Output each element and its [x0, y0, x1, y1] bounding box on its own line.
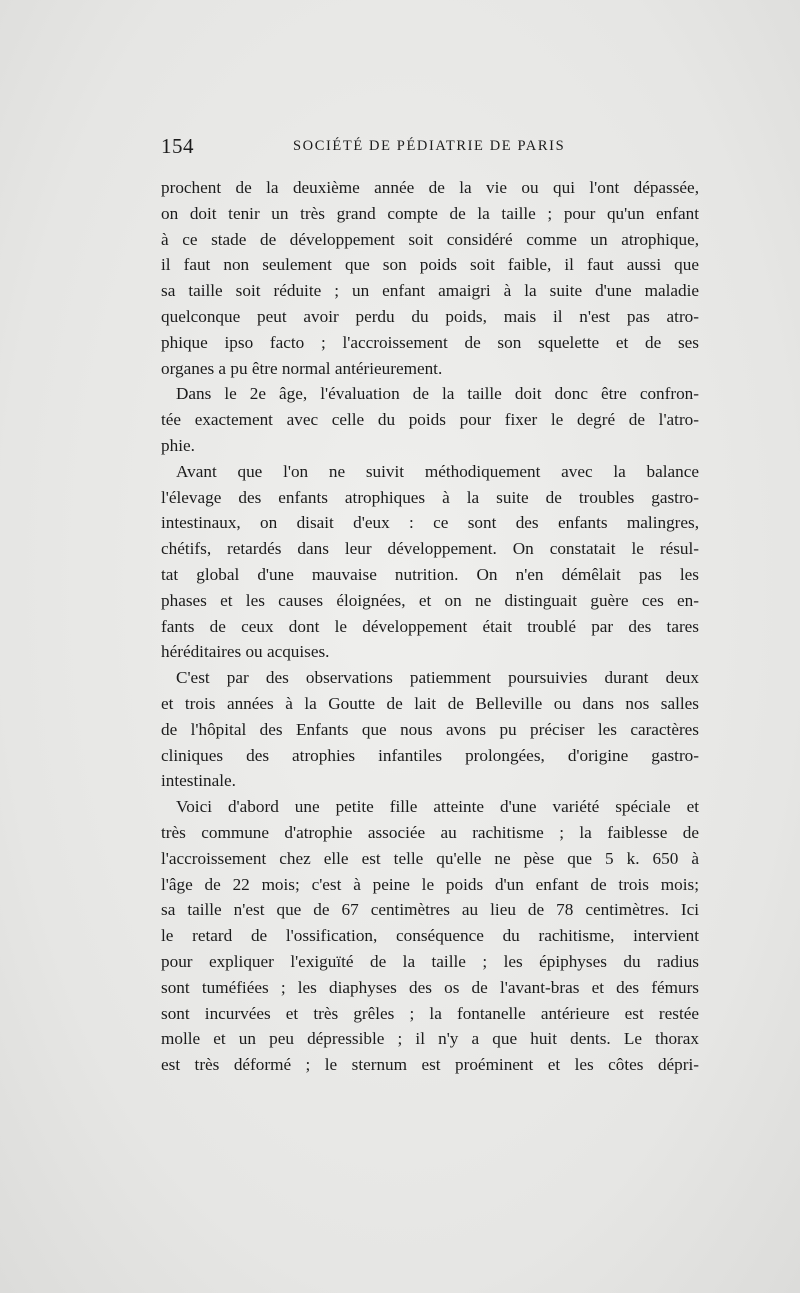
running-title: SOCIÉTÉ DE PÉDIATRIE DE PARIS	[293, 138, 566, 154]
paragraph-4	[161, 665, 699, 794]
text-line: tat global d'une mauvaise nutrition. On n'en démêlait pas les	[161, 564, 699, 584]
paragraph-2	[161, 381, 699, 458]
paragraph-3	[161, 459, 699, 665]
text-line: très commune d'atrophie associée au rachitisme ; la faiblesse de	[161, 822, 699, 842]
text-line: l'accroissement chez elle est telle qu'elle ne pèse que 5 k. 650 à	[161, 848, 699, 868]
text-line: prochent de la deuxième année de la vie ou qui l'ont dépassée,	[161, 178, 699, 197]
text-line: est très déformé ; le sternum est proéminent et les côtes dépri-	[161, 1055, 699, 1075]
text-line: C'est par des observations patiemment poursuivies durant deux	[176, 668, 699, 688]
text-line: quelconque peut avoir perdu du poids, mais il n'est pas atro-	[161, 306, 699, 326]
text-line: et trois années à la Goutte de lait de Belleville ou dans nos salles	[161, 693, 699, 713]
text-line: sa taille n'est que de 67 centimètres au lieu de 78 centimètres. Ici	[161, 900, 699, 920]
text-line: héréditaires ou acquises.	[161, 642, 330, 662]
text-line: intestinaux, on disait d'eux : ce sont des enfants malingres,	[161, 513, 699, 533]
text-line: Dans le 2e âge, l'évaluation de la taille doit donc être confron-	[176, 384, 699, 404]
text-line: sont incurvées et très grêles ; la fontanelle antérieure est restée	[161, 1003, 699, 1023]
text-line: Avant que l'on ne suivit méthodiquement avec la balance	[176, 461, 699, 481]
text-line: phases et les causes éloignées, et on ne distinguait guère ces en-	[161, 590, 699, 610]
text-line: l'âge de 22 mois; c'est à peine le poids d'un enfant de trois mois;	[161, 874, 699, 894]
text-line: intestinale.	[161, 771, 236, 791]
text-line: phique ipso facto ; l'accroissement de son squelette et de ses	[161, 332, 699, 352]
text-line: tée exactement avec celle du poids pour fixer le degré de l'atro-	[161, 410, 699, 430]
text-line: chétifs, retardés dans leur développement. On constatait le résul-	[161, 539, 699, 559]
page-number: 154	[161, 134, 194, 158]
text-line: fants de ceux dont le développement était troublé par des tares	[161, 616, 699, 636]
text-line: cliniques des atrophies infantiles prolongées, d'origine gastro-	[161, 745, 699, 765]
text-line: molle et un peu dépressible ; il n'y a que huit dents. Le thorax	[161, 1029, 699, 1049]
paragraph-5	[161, 794, 699, 1078]
text-line: sa taille soit réduite ; un enfant amaigri à la suite d'une maladie	[161, 281, 699, 301]
text-line: il faut non seulement que son poids soit faible, il faut aussi que	[161, 255, 699, 275]
text-line: sont tuméfiées ; les diaphyses des os de l'avant-bras et des fémurs	[161, 977, 699, 997]
text-line: l'élevage des enfants atrophiques à la suite de troubles gastro-	[161, 487, 699, 507]
page-header	[161, 134, 699, 164]
body-text	[161, 175, 699, 1078]
text-line: Voici d'abord une petite fille atteinte d'une variété spéciale et	[176, 797, 699, 817]
text-line: de l'hôpital des Enfants que nous avons pu préciser les caractères	[161, 719, 699, 739]
text-line: on doit tenir un très grand compte de la taille ; pour qu'un enfant	[161, 203, 699, 223]
paragraph-1	[161, 175, 699, 381]
text-line: à ce stade de développement soit considéré comme un atrophique,	[161, 229, 699, 249]
text-line: le retard de l'ossification, conséquence du rachitisme, intervient	[161, 926, 699, 946]
text-line: pour expliquer l'exiguïté de la taille ; les épiphyses du radius	[161, 951, 699, 971]
text-line: phie.	[161, 435, 195, 455]
text-line: organes a pu être normal antérieurement.	[161, 358, 443, 378]
